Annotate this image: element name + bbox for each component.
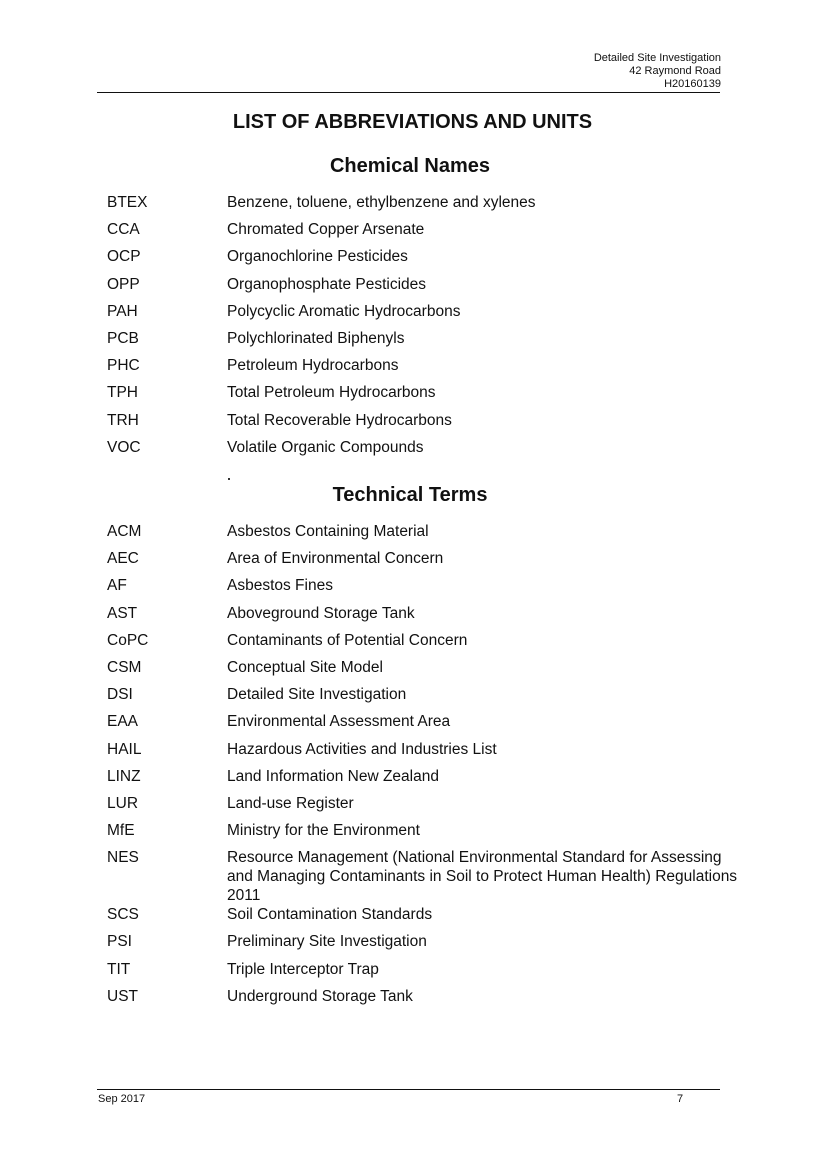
abbreviation-definition: Benzene, toluene, ethylbenzene and xylenes <box>227 194 536 211</box>
stray-dot-mark <box>228 478 230 480</box>
abbreviation-term: LINZ <box>107 767 141 785</box>
abbreviation-definition: Triple Interceptor Trap <box>227 960 379 978</box>
abbreviation-row <box>0 685 820 712</box>
abbreviation-row <box>0 247 820 274</box>
abbreviation-term: OPP <box>107 275 140 293</box>
abbreviation-definition: Contaminants of Potential Concern <box>227 631 468 649</box>
abbreviation-definition: Environmental Assessment Area <box>227 713 451 731</box>
abbreviation-term: NES <box>107 849 139 867</box>
abbreviation-row <box>0 522 820 549</box>
abbreviation-term: CSM <box>107 658 142 676</box>
abbreviation-row <box>0 383 820 410</box>
abbreviation-term: CoPC <box>107 631 149 649</box>
abbreviation-row <box>0 329 820 356</box>
abbreviation-term: MfE <box>107 822 135 840</box>
abbreviation-term: EAA <box>107 713 139 731</box>
abbreviation-term: TRH <box>107 411 139 429</box>
abbreviation-row <box>0 767 820 794</box>
abbreviation-row <box>0 275 820 302</box>
abbreviation-definition: Asbestos Containing Material <box>227 523 429 540</box>
abbreviation-definition: Organophosphate Pesticides <box>227 275 427 293</box>
abbreviation-term: TIT <box>107 960 131 978</box>
abbreviation-term: PAH <box>107 302 138 320</box>
abbreviation-row <box>0 411 820 438</box>
abbreviation-row <box>0 576 820 603</box>
abbreviation-row <box>0 549 820 576</box>
abbreviation-definition: Organochlorine Pesticides <box>227 248 408 266</box>
abbreviation-term: DSI <box>107 686 133 704</box>
abbreviation-definition: Underground Storage Tank <box>227 987 413 1005</box>
section-heading-technical-terms: Technical Terms <box>332 484 488 506</box>
footer-date: Sep 2017 <box>98 1093 146 1105</box>
abbreviation-term: ACM <box>107 523 142 540</box>
abbreviation-row <box>0 712 820 739</box>
page-number: 7 <box>677 1093 684 1105</box>
abbreviation-term: UST <box>107 987 138 1005</box>
abbreviation-row <box>0 905 820 932</box>
abbreviation-term: BTEX <box>107 194 148 211</box>
abbreviation-definition: Resource Management (National Environmental Standard for Assessing and Managing Contaminants in Soil to Protect Human Health) Regulations 2011 <box>227 849 738 905</box>
section-heading-chemical-names: Chemical Names <box>329 155 491 177</box>
abbreviation-row <box>0 987 820 1014</box>
abbreviation-row <box>0 438 820 465</box>
abbreviation-definition: Detailed Site Investigation <box>227 686 407 704</box>
abbreviation-definition: Volatile Organic Compounds <box>227 438 424 456</box>
abbreviation-definition: Area of Environmental Concern <box>227 550 444 568</box>
abbreviation-term: LUR <box>107 794 139 812</box>
technical-terms-list <box>0 522 820 1014</box>
abbreviation-row <box>0 631 820 658</box>
abbreviation-term: PCB <box>107 329 139 347</box>
abbreviation-row <box>0 740 820 767</box>
abbreviation-term: AF <box>107 577 127 595</box>
page-title: LIST OF ABBREVIATIONS AND UNITS <box>232 111 593 133</box>
abbreviation-definition: Polycyclic Aromatic Hydrocarbons <box>227 302 461 320</box>
abbreviation-row <box>0 658 820 685</box>
abbreviation-row <box>0 193 820 220</box>
abbreviation-term: PHC <box>107 357 140 375</box>
header-address: 42 Raymond Road <box>629 65 721 77</box>
abbreviation-row <box>0 220 820 247</box>
abbreviation-definition: Land-use Register <box>227 794 354 812</box>
abbreviation-definition: Chromated Copper Arsenate <box>227 221 425 239</box>
abbreviation-row <box>0 604 820 631</box>
abbreviation-row <box>0 932 820 959</box>
abbreviation-term: HAIL <box>107 740 142 758</box>
footer-divider <box>97 1089 720 1090</box>
abbreviation-definition: Conceptual Site Model <box>227 658 383 676</box>
abbreviation-definition: Aboveground Storage Tank <box>227 604 415 622</box>
abbreviation-term: AEC <box>107 550 139 568</box>
abbreviation-term: PSI <box>107 933 132 951</box>
abbreviation-term: CCA <box>107 221 140 239</box>
abbreviation-row <box>0 356 820 383</box>
abbreviation-definition: Soil Contamination Standards <box>227 906 433 924</box>
chemical-names-list <box>0 193 820 465</box>
abbreviation-row <box>0 821 820 848</box>
abbreviation-definition: Petroleum Hydrocarbons <box>227 357 399 375</box>
abbreviation-definition: Hazardous Activities and Industries List <box>227 740 497 758</box>
abbreviation-definition: Preliminary Site Investigation <box>227 933 427 951</box>
header-document-title: Detailed Site Investigation <box>593 52 721 64</box>
abbreviation-term: OCP <box>107 248 141 266</box>
abbreviation-definition: Polychlorinated Biphenyls <box>227 329 405 347</box>
abbreviation-definition: Total Petroleum Hydrocarbons <box>227 384 436 402</box>
header-reference: H20160139 <box>664 78 721 90</box>
abbreviation-definition: Total Recoverable Hydrocarbons <box>227 411 452 429</box>
page-header <box>594 52 721 91</box>
abbreviation-term: VOC <box>107 438 141 456</box>
abbreviation-row <box>0 302 820 329</box>
abbreviation-term: TPH <box>107 384 138 402</box>
abbreviation-definition: Asbestos Fines <box>227 577 333 595</box>
header-divider <box>97 92 720 93</box>
abbreviation-definition: Land Information New Zealand <box>227 767 439 785</box>
abbreviation-term: SCS <box>107 906 139 924</box>
abbreviation-definition: Ministry for the Environment <box>227 822 420 840</box>
abbreviation-row <box>0 960 820 987</box>
abbreviation-row <box>0 848 820 905</box>
abbreviation-row <box>0 794 820 821</box>
abbreviation-term: AST <box>107 604 138 622</box>
